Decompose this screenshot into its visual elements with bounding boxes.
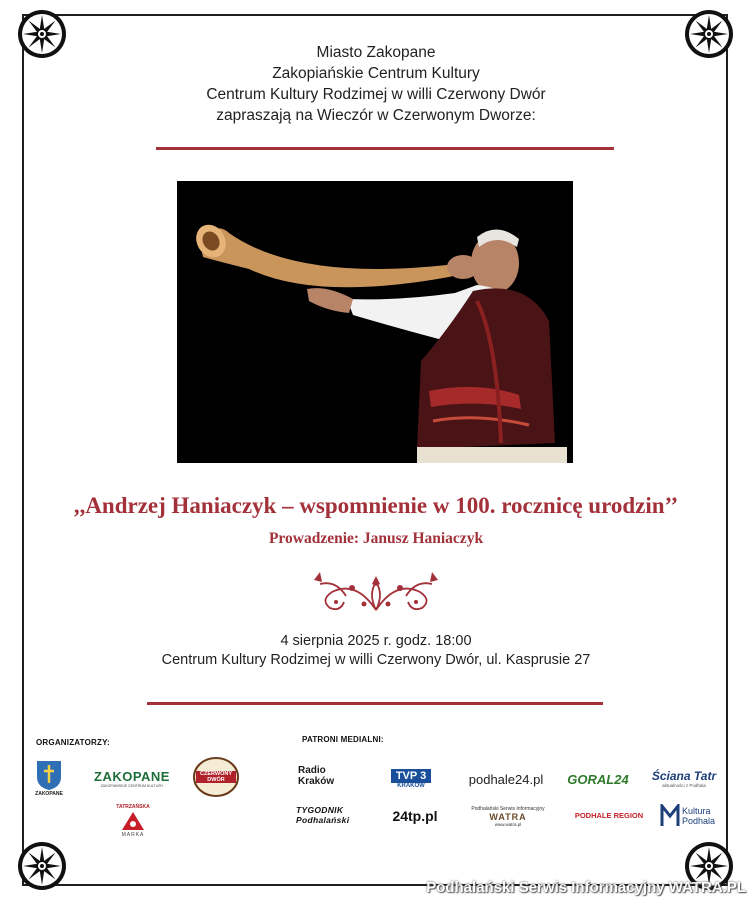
zakopane-brand-tagline: ZAKOPIAŃSKIE CENTRUM KULTURY bbox=[100, 783, 164, 788]
watermark: Podhalański Serwis Informacyjny WATRA.PL bbox=[426, 879, 746, 896]
sciana-tatr-text: Ściana Tatr bbox=[651, 768, 717, 783]
tatrzanska-marka-logo bbox=[110, 800, 156, 842]
podhale24-logo bbox=[462, 768, 550, 790]
czerwony-dwor-logo bbox=[192, 756, 240, 798]
event-venue: Centrum Kultury Rodzimej w willi Czerwony Dwór, ul. Kasprusie 27 bbox=[161, 652, 591, 668]
radio-krakow-logo bbox=[298, 760, 354, 792]
watra-url: www.watra.pl bbox=[494, 821, 522, 827]
podhale24-text: podhale24.pl bbox=[468, 771, 544, 787]
sciana-tatr-tag: aktualności z Podhala bbox=[662, 782, 706, 788]
divider-top bbox=[156, 147, 614, 150]
event-title: ,,Andrzej Haniaczyk – wspomnienie w 100. rocznicę urodzin’’ bbox=[73, 493, 679, 518]
header-centre: Zakopiańskie Centrum Kultury bbox=[272, 65, 480, 82]
zakopane-brand-logo bbox=[92, 764, 172, 792]
tygodnik-text: TYGODNIK Podhalański bbox=[296, 805, 350, 825]
watra-top-text: Podhalański Serwis Informacyjny bbox=[471, 805, 545, 812]
header-city: Miasto Zakopane bbox=[316, 44, 436, 61]
podhale-region-text: PODHALE REGION bbox=[574, 810, 644, 820]
patrons-label: PATRONI MEDIALNI: bbox=[302, 735, 384, 744]
kultura-podhala-text: Kultura Podhala bbox=[682, 806, 716, 826]
event-host: Prowadzenie: Janusz Haniaczyk bbox=[268, 530, 484, 547]
tp24-logo bbox=[386, 804, 444, 828]
podhale-region-logo bbox=[568, 808, 650, 822]
rosette-icon bbox=[17, 841, 67, 891]
divider-bottom bbox=[147, 702, 603, 705]
zakopane-coat-of-arms bbox=[30, 756, 68, 800]
zakopane-brand-text: ZAKOPANE bbox=[94, 768, 170, 784]
marka-text: MARKA bbox=[121, 832, 145, 838]
watra-logo bbox=[458, 802, 558, 830]
tatrzanska-mark-icon bbox=[120, 810, 146, 832]
tvp3-text: TVP 3 bbox=[391, 769, 431, 783]
kultura-podhala-icon bbox=[660, 804, 680, 828]
tp24-text: 24tp.pl bbox=[392, 808, 438, 824]
tatrzanska-text: TATRZAŃSKA bbox=[116, 804, 150, 810]
tygodnik-logo bbox=[296, 804, 376, 826]
goral24-text: GORAL24 bbox=[567, 771, 629, 787]
zakopane-caption: ZAKOPANE bbox=[35, 791, 63, 797]
floral-ornament-icon bbox=[306, 570, 446, 618]
event-details bbox=[0, 632, 752, 670]
event-datetime: 4 sierpnia 2025 r. godz. 18:00 bbox=[280, 633, 472, 649]
organizers-label: ORGANIZATORZY: bbox=[36, 738, 110, 747]
coat-of-arms-icon bbox=[35, 759, 63, 791]
header-venue: Centrum Kultury Rodzimej w willi Czerwony Dwór bbox=[206, 86, 546, 103]
radio-krakow-text: Radio Kraków bbox=[298, 765, 335, 787]
tvp3-logo bbox=[384, 762, 438, 796]
invitation-header bbox=[0, 42, 752, 126]
watra-text: WATRA bbox=[489, 811, 527, 822]
sciana-tatr-logo bbox=[642, 764, 726, 792]
goral24-logo bbox=[562, 766, 634, 792]
czerwony-dwor-text: CZERWONY DWÓR bbox=[200, 771, 232, 783]
tvp3-city: KRAKÓW bbox=[397, 783, 425, 789]
header-invite: zapraszają na Wieczór w Czerwonym Dworze: bbox=[216, 107, 536, 124]
event-photo bbox=[177, 181, 573, 463]
kultura-podhala-logo bbox=[660, 800, 726, 832]
